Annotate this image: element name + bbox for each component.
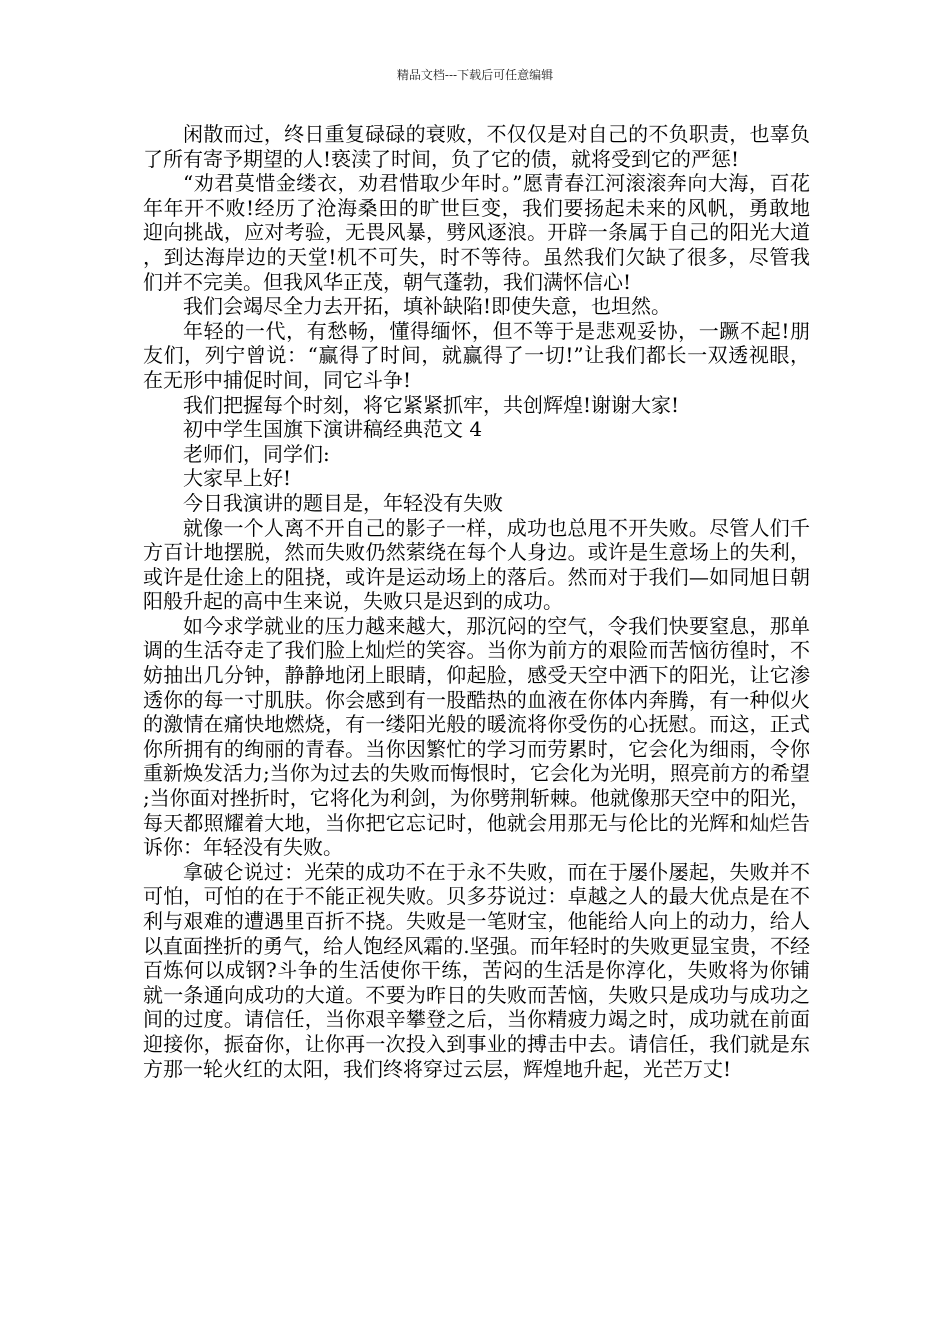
paragraph-2: “劝君莫惜金缕衣，劝君惜取少年时。”愿青春江河滚滚奔向大海，百花年年开不败!经历了沧海桑田的旷世巨变，我们要扬起未来的风帆，勇敢地迎向挑战，应对考验，无畏风暴，劈风逐浪。开辟一条属于自己的阳光大道，到达海岸边的天堂!机不可失，时不等待。虽然我们欠缺了很多，尽管我们并不完美。但我风华正茂，朝气蓬勃，我们满怀信心! — [143, 171, 810, 294]
paragraph-10: 就像一个人离不开自己的影子一样，成功也总甩不开失败。尽管人们千方百计地摆脱，然而失败仍然萦绕在每个人身边。或许是生意场上的失利，或许是仕途上的阻挠，或许是运动场上的落后。然而对于我们—如同旭日朝阳般升起的高中生来说，失败只是迟到的成功。 — [143, 515, 810, 614]
paragraph-5: 我们把握每个时刻，将它紧紧抓牢，共创辉煌!谢谢大家! — [183, 392, 680, 417]
salutation: 老师们，同学们: — [183, 441, 330, 466]
section-title: 初中学生国旗下演讲稿经典范文 4 — [183, 417, 483, 442]
paragraph-1: 闲散而过，终日重复碌碌的衰败，不仅仅是对自己的不负职责，也辜负了所有寄予期望的人!亵渎了时间，负了它的债，就将受到它的严惩! — [143, 122, 810, 171]
paragraph-4: 年轻的一代，有愁畅，懂得缅怀，但不等于是悲观妥协，一蹶不起!朋友们，列宁曾说：“赢得了时间，就赢得了一切!”让我们都长一双透视眼，在无形中捕促时间，同它斗争! — [143, 318, 810, 392]
paragraph-3: 我们会竭尽全力去开拓，填补缺陷!即使失意，也坦然。 — [183, 294, 672, 319]
paragraph-12: 拿破仑说过：光荣的成功不在于永不失败，而在于屡仆屡起，失败并不可怕，可怕的在于不能正视失败。贝多芬说过：卓越之人的最大优点是在不利与艰难的遭遇里百折不挠。失败是一笔财宝，他能给人向上的动力，给人以直面挫折的勇气，给人饱经风霜的.坚强。而年轻时的失败更显宝贵，不经百炼何以成钢?斗争的生活使你干练，苦闷的生活是你淳化，失败将为你铺就一条通向成功的大道。不要为昨日的失败而苦恼，失败只是成功与成功之间的过度。请信任，当你艰辛攀登之后，当你精疲力竭之时，成功就在前面迎接你，振奋你，让你再一次投入到事业的搏击中去。请信任，我们就是东方那一轮火红的太阳，我们终将穿过云层，辉煌地升起，光芒万丈! — [143, 859, 810, 1081]
page-header: 精品文档---下载后可任意编辑 — [396, 68, 554, 82]
document-body — [143, 122, 810, 1081]
greeting: 大家早上好! — [183, 466, 292, 491]
speech-topic: 今日我演讲的题目是，年轻没有失败 — [183, 490, 503, 515]
paragraph-11: 如今求学就业的压力越来越大，那沉闷的空气，令我们快要窒息，那单调的生活夺走了我们脸上灿烂的笑容。当你为前方的艰险而苦恼彷徨时，不妨抽出几分钟，静静地闭上眼睛，仰起脸，感受天空中洒下的阳光，让它渗透你的每一寸肌肤。你会感到有一股酷热的血液在你体内奔腾，有一种似火的激情在痛快地燃烧，有一缕阳光般的暖流将你受伤的心抚慰。而这，正式你所拥有的绚丽的青春。当你因繁忙的学习而劳累时，它会化为细雨，令你重新焕发活力;当你为过去的失败而悔恨时，它会化为光明，照亮前方的希望;当你面对挫折时，它将化为利剑，为你劈荆斩棘。他就像那天空中的阳光，每天都照耀着大地，当你把它忘记时，他就会用那无与伦比的光辉和灿烂告诉你：年轻没有失败。 — [143, 613, 810, 860]
